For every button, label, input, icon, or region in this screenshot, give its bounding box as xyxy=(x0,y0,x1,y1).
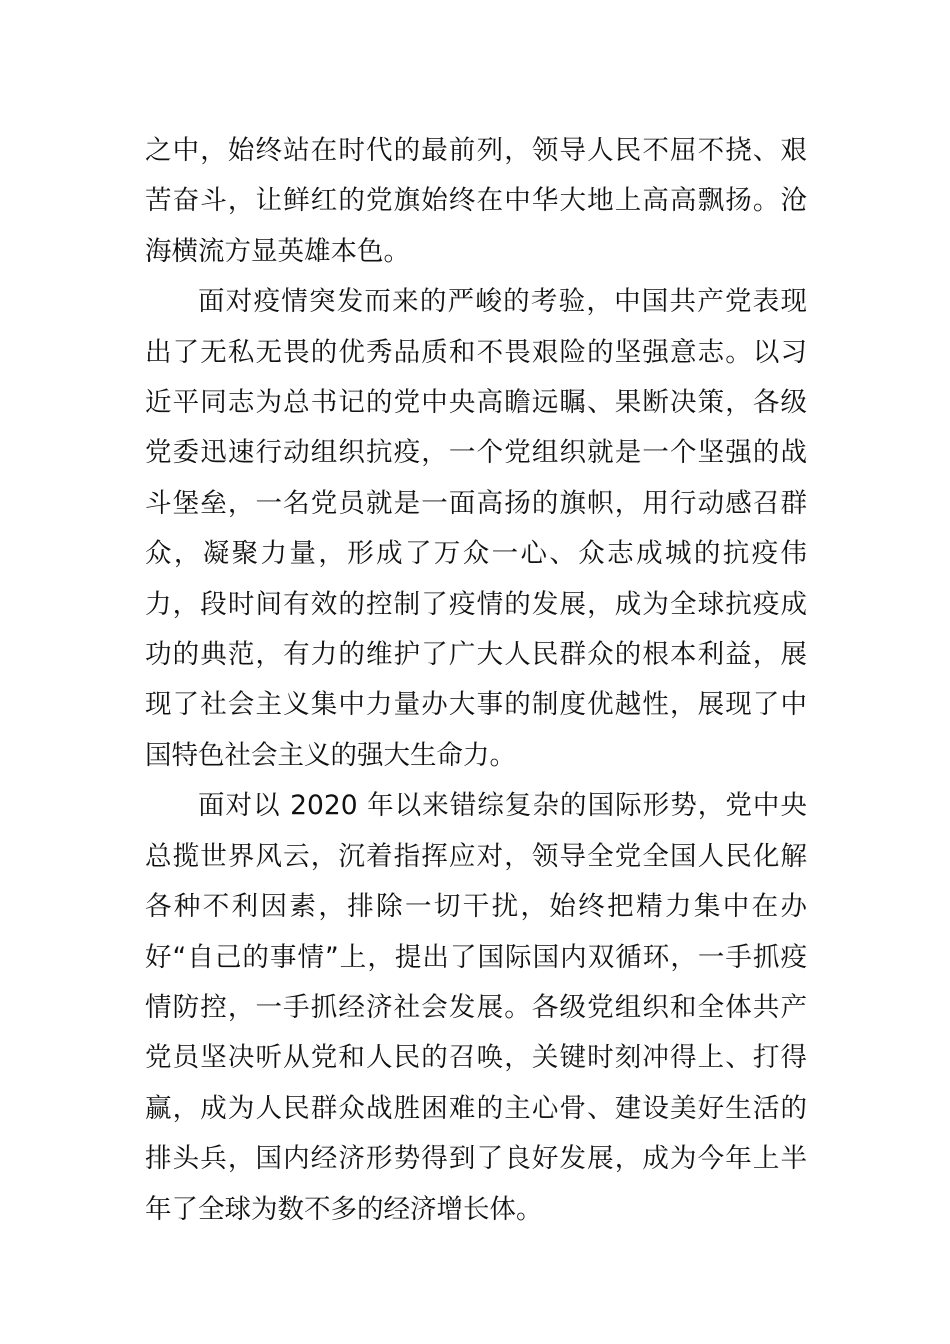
paragraph-epidemic-response: 面对疫情突发而来的严峻的考验，中国共产党表现出了无私无畏的优秀品质和不畏艰险的坚强意志。以习近平同志为总书记的党中央高瞻远瞩、果断决策，各级党委迅速行动组织抗疫，一个党组织就是一个坚强的战斗堡垒，一名党员就是一面高扬的旗帜，用行动感召群众，凝聚力量，形成了万众一心、众志成城的抗疫伟力，段时间有效的控制了疫情的发展，成为全球抗疫成功的典范，有力的维护了广大人民群众的根本利益，展现了社会主义集中力量办大事的制度优越性，展现了中国特色社会主义的强大生命力。 xyxy=(145,286,807,771)
document-body xyxy=(145,126,807,1235)
paragraph-continuation: 之中，始终站在时代的最前列，领导人民不屈不挠、艰苦奋斗，让鲜红的党旗始终在中华大地上高高飘扬。沧海横流方显英雄本色。 xyxy=(145,135,807,267)
paragraph-international-situation: 面对以 2020 年以来错综复杂的国际形势，党中央总揽世界风云，沉着指挥应对，领导全党全国人民化解各种不利因素，排除一切干扰，始终把精力集中在办好“自己的事情”上，提出了国际国内双循环，一手抓疫情防控，一手抓经济社会发展。各级党组织和全体共产党员坚决听从党和人民的召唤，关键时刻冲得上、打得赢，成为人民群众战胜困难的主心骨、建设美好生活的排头兵，国内经济形势得到了良好发展，成为今年上半年了全球为数不多的经济增长体。 xyxy=(145,790,807,1225)
